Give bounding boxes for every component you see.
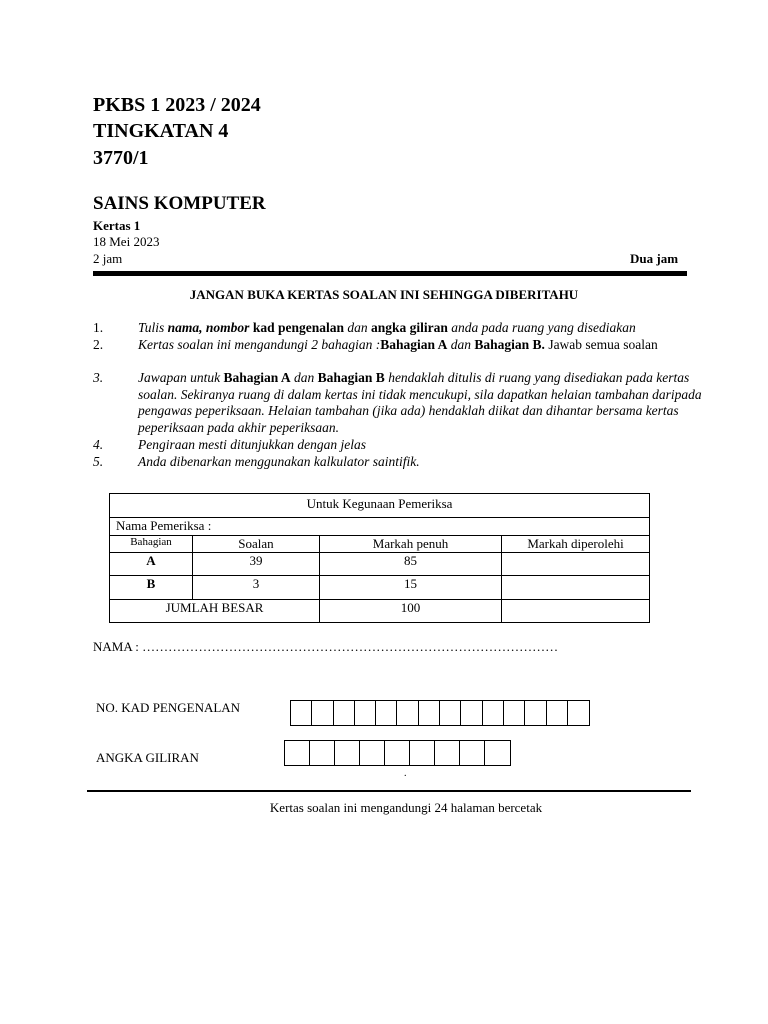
digit-box[interactable] — [385, 741, 410, 765]
instruction-2: 2. Kertas soalan ini mengandungi 2 bahagian :Bahagian A dan Bahagian B. Jawab semua soalan — [93, 337, 658, 352]
digit-box[interactable] — [568, 701, 589, 725]
digit-box[interactable] — [460, 741, 485, 765]
instruction-1: 1. Tulis nama, nombor kad pengenalan dan angka giliran anda pada ruang yang disediakan — [93, 320, 636, 335]
digit-box[interactable] — [440, 701, 461, 725]
instruction-number: 1. — [93, 320, 104, 335]
ic-label: NO. KAD PENGENALAN — [96, 700, 241, 715]
full-marks-cell: 15 — [320, 576, 502, 600]
marks-obtained-cell[interactable] — [502, 576, 650, 600]
digit-box[interactable] — [504, 701, 525, 725]
digit-box[interactable] — [435, 741, 460, 765]
footer-divider — [87, 790, 691, 792]
instruction-3: 3. Jawapan untuk Bahagian A dan Bahagian B hendaklah ditulis di ruang yang disediakan pada kertas soalan. Sekiranya ruang di dalam kertas ini tidak mencukupi, sila dapatkan helaian tambahan daripada pengawas peperiksaan. Helaian tambahan (jika ada) hendaklah diikat dan dihantar bersama kertas peperiksaan pada akhir peperiksaan. — [93, 370, 702, 435]
ic-number-boxes[interactable] — [290, 700, 590, 726]
exam-date: 18 Mei 2023 — [93, 234, 160, 249]
digit-box[interactable] — [355, 701, 376, 725]
digit-box[interactable] — [376, 701, 397, 725]
digit-box[interactable] — [483, 701, 504, 725]
digit-box[interactable] — [360, 741, 385, 765]
digit-box[interactable] — [525, 701, 546, 725]
header-questions: Soalan — [193, 536, 320, 553]
instruction-number: 3. — [93, 370, 104, 385]
digit-box[interactable] — [310, 741, 335, 765]
total-marks: 100 — [320, 600, 502, 623]
questions-cell: 39 — [193, 553, 320, 576]
duration-words: Dua jam — [630, 251, 679, 266]
subject-title: SAINS KOMPUTER — [93, 193, 266, 214]
warning-notice: JANGAN BUKA KERTAS SOALAN INI SEHINGGA DIBERITAHU — [189, 287, 579, 302]
digit-box[interactable] — [335, 741, 360, 765]
digit-box[interactable] — [485, 741, 510, 765]
digit-box[interactable] — [547, 701, 568, 725]
header-full-marks: Markah penuh — [320, 536, 502, 553]
index-number-boxes[interactable] — [284, 740, 511, 766]
questions-cell: 3 — [193, 576, 320, 600]
total-obtained-cell[interactable] — [502, 600, 650, 623]
header-section: Bahagian — [110, 536, 193, 553]
digit-box[interactable] — [312, 701, 333, 725]
section-cell: B — [110, 576, 193, 600]
digit-box[interactable] — [397, 701, 418, 725]
instruction-4: 4. Pengiraan mesti ditunjukkan dengan jelas — [93, 437, 366, 452]
digit-box[interactable] — [419, 701, 440, 725]
section-cell: A — [110, 553, 193, 576]
header-divider — [93, 271, 687, 276]
duration: 2 jam — [93, 251, 123, 266]
table-title: Untuk Kegunaan Pemeriksa — [110, 494, 650, 518]
exam-title: PKBS 1 2023 / 2024 — [93, 94, 261, 116]
header-marks-obtained: Markah diperolehi — [502, 536, 650, 553]
examiner-table — [109, 493, 650, 623]
instruction-5: 5. Anda dibenarkan menggunakan kalkulator saintifik. — [93, 454, 420, 469]
table-row — [110, 553, 650, 576]
digit-box[interactable] — [334, 701, 355, 725]
instruction-number: 2. — [93, 337, 104, 352]
page-count-note: Kertas soalan ini mengandungi 24 halaman bercetak — [269, 800, 543, 815]
digit-box[interactable] — [461, 701, 482, 725]
digit-box[interactable] — [285, 741, 310, 765]
instruction-number: 5. — [93, 454, 104, 469]
digit-box[interactable] — [291, 701, 312, 725]
digit-box[interactable] — [410, 741, 435, 765]
total-label: JUMLAH BESAR — [110, 600, 320, 623]
total-row — [110, 600, 650, 623]
instruction-number: 4. — [93, 437, 104, 452]
paper-code: 3770/1 — [93, 147, 149, 169]
full-marks-cell: 85 — [320, 553, 502, 576]
examiner-name-label: Nama Pemeriksa : — [110, 518, 650, 536]
index-label: ANGKA GILIRAN — [96, 750, 199, 765]
dot-mark: . — [404, 768, 407, 779]
table-row — [110, 576, 650, 600]
name-field[interactable]: NAMA : …………………………………………………………………………………… — [93, 639, 559, 654]
paper-number: Kertas 1 — [93, 218, 141, 233]
form-level: TINGKATAN 4 — [93, 120, 229, 142]
marks-obtained-cell[interactable] — [502, 553, 650, 576]
